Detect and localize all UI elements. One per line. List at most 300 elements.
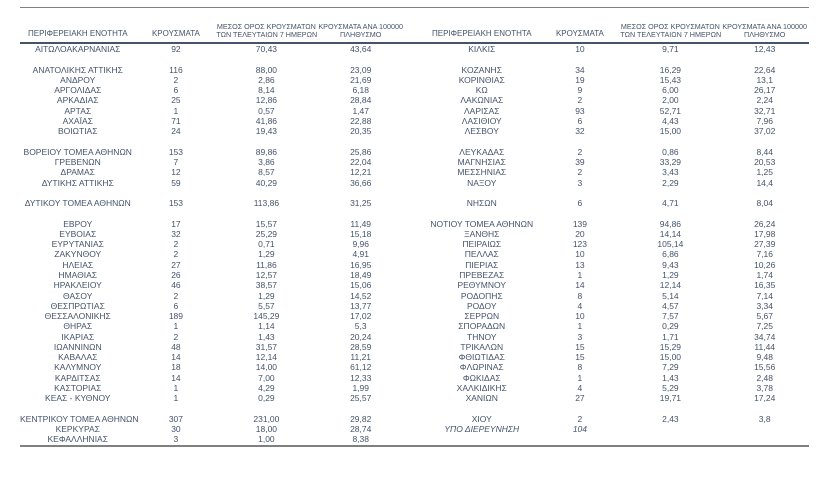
table-row-spacer	[424, 434, 809, 444]
avg7-cell: 52,71	[659, 105, 682, 116]
table-row	[20, 95, 405, 105]
region-cell: ΚΑΒΑΛΑΣ	[58, 352, 98, 363]
table-row	[20, 239, 405, 249]
table-row	[424, 229, 809, 239]
region-cell: ΛΕΣΒΟΥ	[464, 126, 499, 137]
avg7-header	[620, 8, 720, 44]
table-body	[20, 44, 405, 444]
region-cell: ΑΧΑΪΑΣ	[62, 115, 93, 126]
avg7-cell: 12,14	[659, 280, 682, 291]
region-cell: ΜΕΣΣΗΝΙΑΣ	[457, 167, 507, 178]
cases-cell	[136, 54, 217, 64]
cases-cell: 153	[168, 198, 184, 209]
table-row	[20, 75, 405, 85]
region-cell: ΖΑΚΥΝΘΟΥ	[54, 249, 102, 260]
region-cell: ΕΥΒΟΙΑΣ	[59, 228, 97, 239]
per100k-cell: 2,48	[756, 372, 773, 383]
per100k-cell: 5,67	[756, 311, 773, 322]
per100k-cell: 32,71	[754, 105, 776, 116]
table-row	[20, 260, 405, 270]
cases-cell: 71	[171, 115, 181, 126]
cases-cell	[136, 403, 217, 413]
region-cell: ΧΑΛΚΙΔΙΚΗΣ	[456, 382, 507, 393]
cases-cell: 123	[572, 239, 588, 250]
per100k-cell: 11,49	[350, 218, 372, 229]
region-cell	[424, 434, 540, 444]
cases-cell: 30	[171, 423, 181, 434]
table-row	[20, 290, 405, 300]
region-cell: ΛΑΣΙΘΙΟΥ	[461, 115, 502, 126]
region-cell: ΝΑΞΟΥ	[467, 177, 497, 188]
table-row	[424, 414, 809, 424]
region-cell: ΙΚΑΡΙΑΣ	[61, 331, 95, 342]
per100k-header-line1: ΚΡΟΥΣΜΑΤΑ ΑΝΑ 100000	[318, 21, 404, 31]
avg7-cell: 15,43	[659, 74, 682, 85]
avg7-cell	[620, 424, 720, 434]
table-header	[20, 8, 405, 44]
regional-cases-report	[20, 7, 809, 448]
per100k-cell: 8,38	[352, 434, 369, 445]
region-cell: ΝΟΤΙΟΥ ΤΟΜΕΑ ΑΘΗΝΩΝ	[430, 218, 534, 229]
region-cell: ΔΥΤΙΚΟΥ ΤΟΜΕΑ ΑΘΗΝΩΝ	[24, 198, 131, 209]
cases-cell: 2	[577, 167, 583, 178]
avg7-cell: 18,00	[255, 423, 278, 434]
table-row-spacer	[424, 403, 809, 413]
region-cell: ΚΑΡΔΙΤΣΑΣ	[54, 372, 101, 383]
table-row	[424, 260, 809, 270]
avg7-cell	[620, 188, 720, 198]
cases-cell: 15	[575, 341, 585, 352]
region-cell: ΛΑΚΩΝΙΑΣ	[460, 95, 504, 106]
avg7-cell: 1,71	[662, 331, 679, 342]
region-cell: ΞΑΝΘΗΣ	[464, 228, 500, 239]
avg7-cell: 12,57	[255, 269, 278, 280]
per100k-cell: 1,47	[352, 105, 369, 116]
table-row	[20, 280, 405, 290]
cases-cell: 1	[173, 382, 179, 393]
cases-cell	[136, 208, 217, 218]
per100k-cell: 5,3	[354, 321, 367, 332]
cases-cell: 10	[575, 311, 585, 322]
avg7-cell	[216, 54, 316, 64]
region-cell	[424, 403, 540, 413]
region-cell: ΛΑΡΙΣΑΣ	[463, 105, 500, 116]
avg7-cell: 5,57	[258, 300, 275, 311]
per100k-cell: 31,25	[350, 198, 372, 209]
per100k-cell: 18,49	[350, 269, 372, 280]
avg7-cell: 4,29	[258, 382, 275, 393]
cases-cell: 1	[577, 372, 583, 383]
cases-cell	[136, 136, 217, 146]
per100k-cell: 28,59	[350, 341, 372, 352]
cases-cell: 39	[575, 157, 585, 168]
per100k-cell: 20,53	[754, 157, 776, 168]
region-cell: ΚΕΡΚΥΡΑΣ	[55, 423, 100, 434]
table-row	[424, 116, 809, 126]
cases-cell: 6	[173, 300, 179, 311]
cases-cell: 25	[171, 95, 181, 106]
region-cell: ΚΕΑΣ - ΚΥΘΝΟΥ	[45, 393, 111, 404]
table-row	[20, 393, 405, 403]
table-row	[20, 321, 405, 331]
region-header	[424, 8, 540, 44]
cases-cell: 2	[173, 74, 179, 85]
cases-cell: 27	[575, 393, 585, 404]
avg7-cell: 15,00	[659, 126, 682, 137]
per100k-cell: 43,64	[350, 44, 372, 55]
table-row	[424, 85, 809, 95]
region-cell: ΠΕΛΛΑΣ	[464, 249, 499, 260]
region-cell: ΚΩ	[475, 85, 488, 96]
cases-cell: 48	[171, 341, 181, 352]
table-row	[424, 311, 809, 321]
avg7-cell: 6,00	[662, 85, 679, 96]
region-cell: ΜΑΓΝΗΣΙΑΣ	[457, 157, 506, 168]
region-cell: ΦΛΩΡΙΝΑΣ	[459, 362, 504, 373]
per100k-cell	[720, 54, 809, 64]
region-header-label: ΠΕΡΙΦΕΡΕΙΑΚΗ ΕΝΟΤΗΤΑ	[27, 29, 128, 39]
bottom-rule	[20, 445, 809, 447]
avg7-cell: 31,57	[255, 341, 278, 352]
table-row	[20, 85, 405, 95]
cases-cell: 2	[173, 290, 179, 301]
region-cell	[20, 136, 136, 146]
per100k-cell	[720, 424, 809, 434]
per100k-cell: 14,52	[350, 290, 372, 301]
cases-cell: 6	[577, 198, 583, 209]
region-cell: ΘΕΣΠΡΩΤΙΑΣ	[50, 300, 105, 311]
cases-header	[136, 8, 217, 44]
avg7-cell: 94,86	[659, 218, 682, 229]
cases-cell: 14	[171, 352, 181, 363]
table-row	[20, 167, 405, 177]
per100k-cell: 15,18	[350, 228, 372, 239]
avg7-cell: 15,00	[659, 352, 682, 363]
cases-table-right	[424, 8, 809, 444]
region-cell: ΑΡΚΑΔΙΑΣ	[56, 95, 99, 106]
avg7-cell: 19,71	[659, 393, 682, 404]
avg7-cell	[216, 188, 316, 198]
avg7-cell: 6,86	[662, 249, 679, 260]
table-row	[20, 434, 405, 444]
per100k-cell	[316, 208, 405, 218]
table-row	[20, 219, 405, 229]
table-row-spacer	[20, 54, 405, 64]
cases-cell: 2	[173, 239, 179, 250]
region-cell: ΓΡΕΒΕΝΩΝ	[54, 157, 101, 168]
avg7-cell	[216, 208, 316, 218]
table-row-spacer	[424, 54, 809, 64]
cases-cell: 4	[577, 300, 583, 311]
cases-cell: 2	[577, 95, 583, 106]
cases-cell: 104	[572, 423, 588, 434]
cases-cell: 34	[575, 64, 585, 75]
per100k-cell: 28,74	[350, 423, 372, 434]
per100k-cell: 21,69	[350, 74, 372, 85]
region-cell: ΑΡΓΟΛΙΔΑΣ	[54, 85, 102, 96]
avg7-cell: 7,29	[662, 362, 679, 373]
avg7-cell: 5,14	[662, 290, 679, 301]
avg7-cell: 231,00	[253, 413, 280, 424]
region-cell	[424, 136, 540, 146]
region-cell: ΡΟΔΟΠΗΣ	[460, 290, 503, 301]
avg7-cell: 89,86	[255, 146, 278, 157]
table-row-spacer	[20, 403, 405, 413]
per100k-cell: 8,44	[756, 146, 773, 157]
avg7-cell: 8,57	[258, 167, 275, 178]
table-row	[20, 301, 405, 311]
table-row	[20, 373, 405, 383]
avg7-cell: 33,29	[659, 157, 682, 168]
per100k-cell	[720, 403, 809, 413]
table-row	[20, 147, 405, 157]
avg7-cell: 113,86	[253, 198, 280, 209]
region-cell: ΗΜΑΘΙΑΣ	[58, 269, 98, 280]
cases-cell	[540, 188, 621, 198]
per100k-cell: 1,25	[756, 167, 773, 178]
per100k-header	[316, 8, 405, 44]
region-cell	[20, 403, 136, 413]
cases-cell: 4	[577, 382, 583, 393]
avg7-cell: 9,71	[662, 44, 679, 55]
cases-cell: 8	[577, 362, 583, 373]
cases-cell: 19	[575, 74, 585, 85]
table-row	[20, 177, 405, 187]
per100k-cell: 14,4	[756, 177, 773, 188]
region-cell: ΚΑΛΥΜΝΟΥ	[54, 362, 102, 373]
avg7-cell	[620, 54, 720, 64]
table-row	[20, 342, 405, 352]
avg7-cell: 38,57	[255, 280, 278, 291]
cases-cell	[540, 403, 621, 413]
per100k-cell: 16,95	[350, 259, 372, 270]
cases-cell: 59	[171, 177, 181, 188]
region-cell	[20, 188, 136, 198]
cases-cell: 13	[575, 259, 585, 270]
region-cell	[424, 208, 540, 218]
table-row	[424, 352, 809, 362]
region-cell	[20, 208, 136, 218]
cases-table-left	[20, 8, 405, 444]
per100k-cell: 2,24	[756, 95, 773, 106]
per100k-cell: 29,82	[350, 413, 372, 424]
cases-cell: 1	[577, 321, 583, 332]
avg7-cell	[620, 434, 720, 444]
table-row	[424, 393, 809, 403]
avg7-cell	[620, 208, 720, 218]
per100k-cell: 17,24	[754, 393, 776, 404]
table-row	[20, 65, 405, 75]
per100k-cell: 12,33	[350, 372, 372, 383]
per100k-cell: 22,64	[754, 64, 776, 75]
cases-cell: 12	[171, 167, 181, 178]
avg7-header-line2: ΤΩΝ ΤΕΛΕΥΤΑΙΩΝ 7 ΗΜΕΡΩΝ	[620, 29, 722, 39]
cases-cell: 10	[575, 249, 585, 260]
avg7-cell: 3,43	[662, 167, 679, 178]
table-row	[20, 270, 405, 280]
tables-row	[20, 8, 809, 444]
region-cell: ΘΗΡΑΣ	[63, 321, 93, 332]
per100k-cell: 10,26	[754, 259, 776, 270]
avg7-cell	[620, 403, 720, 413]
per100k-cell: 26,24	[754, 218, 776, 229]
avg7-cell: 12,86	[255, 95, 278, 106]
region-cell: ΛΕΥΚΑΔΑΣ	[459, 146, 505, 157]
region-cell: ΠΕΙΡΑΙΩΣ	[462, 239, 502, 250]
region-cell: ΗΡΑΚΛΕΙΟΥ	[53, 280, 102, 291]
region-cell: ΚΑΣΤΟΡΙΑΣ	[54, 382, 102, 393]
per100k-cell: 36,66	[350, 177, 372, 188]
table-row	[424, 301, 809, 311]
per100k-cell: 22,88	[350, 115, 372, 126]
per100k-header	[720, 8, 809, 44]
region-cell: ΒΟΙΩΤΙΑΣ	[58, 126, 98, 137]
cases-cell: 46	[171, 280, 181, 291]
per100k-cell: 3,78	[756, 382, 773, 393]
avg7-cell: 7,57	[662, 311, 679, 322]
avg7-cell: 4,43	[662, 115, 679, 126]
region-cell: ΕΒΡΟΥ	[63, 218, 93, 229]
avg7-cell: 4,57	[662, 300, 679, 311]
per100k-cell: 3,8	[758, 413, 771, 424]
per100k-header-line2: ΠΛΗΘΥΣΜΟ	[744, 29, 786, 39]
region-cell: ΠΙΕΡΙΑΣ	[465, 259, 499, 270]
table-row-spacer	[20, 188, 405, 198]
per100k-cell	[316, 188, 405, 198]
region-cell: ΤΗΝΟΥ	[467, 331, 497, 342]
region-cell: ΚΟΡΙΝΘΙΑΣ	[458, 74, 505, 85]
cases-cell: 3	[173, 434, 179, 445]
region-cell: ΗΛΕΙΑΣ	[62, 259, 94, 270]
region-header-label: ΠΕΡΙΦΕΡΕΙΑΚΗ ΕΝΟΤΗΤΑ	[431, 29, 532, 39]
per100k-cell	[720, 188, 809, 198]
table-row	[424, 75, 809, 85]
avg7-cell: 3,86	[258, 157, 275, 168]
region-cell: ΘΕΣΣΑΛΟΝΙΚΗΣ	[44, 311, 111, 322]
table-row	[20, 311, 405, 321]
cases-cell: 2	[173, 249, 179, 260]
region-cell: ΡΟΔΟΥ	[466, 300, 497, 311]
cases-cell: 2	[173, 331, 179, 342]
region-cell: ΝΗΣΩΝ	[466, 198, 497, 209]
per100k-cell: 37,02	[754, 126, 776, 137]
per100k-cell: 13,77	[350, 300, 372, 311]
table-row	[20, 126, 405, 136]
region-cell	[20, 54, 136, 64]
cases-cell: 15	[575, 352, 585, 363]
avg7-cell: 145,29	[253, 311, 280, 322]
header-rule	[20, 42, 809, 44]
avg7-cell: 2,43	[662, 413, 679, 424]
table-row	[424, 157, 809, 167]
avg7-cell: 15,57	[255, 218, 278, 229]
per100k-cell: 3,34	[756, 300, 773, 311]
avg7-cell: 1,43	[662, 372, 679, 383]
per100k-cell: 8,04	[756, 198, 773, 209]
cases-cell	[540, 136, 621, 146]
cases-cell	[136, 188, 217, 198]
avg7-cell: 2,29	[662, 177, 679, 188]
per100k-cell: 17,98	[754, 228, 776, 239]
table-row-spacer	[20, 136, 405, 146]
cases-cell: 1	[577, 269, 583, 280]
avg7-header-line2: ΤΩΝ ΤΕΛΕΥΤΑΙΩΝ 7 ΗΜΕΡΩΝ	[216, 29, 318, 39]
table-row-spacer	[424, 188, 809, 198]
avg7-header-line1: ΜΕΣΟΣ ΟΡΟΣ ΚΡΟΥΣΜΑΤΩΝ	[216, 21, 316, 31]
header-row	[424, 8, 809, 44]
table-row	[424, 383, 809, 393]
cases-cell: 20	[575, 228, 585, 239]
avg7-header-line1: ΜΕΣΟΣ ΟΡΟΣ ΚΡΟΥΣΜΑΤΩΝ	[620, 21, 720, 31]
avg7-cell: 7,00	[258, 372, 275, 383]
per100k-header-line2: ΠΛΗΘΥΣΜΟ	[340, 29, 382, 39]
table-row	[424, 219, 809, 229]
cases-cell: 2	[577, 146, 583, 157]
region-cell: ΦΩΚΙΔΑΣ	[462, 372, 501, 383]
avg7-cell: 70,43	[255, 44, 278, 55]
per100k-cell: 12,21	[350, 167, 372, 178]
per100k-cell: 7,96	[756, 115, 773, 126]
table-row	[20, 414, 405, 424]
per100k-header-line1: ΚΡΟΥΣΜΑΤΑ ΑΝΑ 100000	[722, 21, 808, 31]
region-cell	[424, 188, 540, 198]
table-row	[20, 198, 405, 208]
region-cell: ΥΠΟ ΔΙΕΡΕΥΝΗΣΗ	[444, 423, 520, 434]
cases-header-label: ΚΡΟΥΣΜΑΤΑ	[151, 29, 200, 39]
per100k-cell: 11,44	[754, 341, 776, 352]
region-cell: ΒΟΡΕΙΟΥ ΤΟΜΕΑ ΑΘΗΝΩΝ	[23, 146, 132, 157]
region-cell: ΡΕΘΥΜΝΟΥ	[457, 280, 507, 291]
cases-cell: 3	[577, 331, 583, 342]
avg7-cell: 0,57	[258, 105, 275, 116]
table-row	[424, 373, 809, 383]
table-row	[424, 65, 809, 75]
cases-cell: 139	[572, 218, 588, 229]
per100k-cell: 17,02	[350, 311, 372, 322]
per100k-cell	[316, 136, 405, 146]
table-row-spacer	[20, 208, 405, 218]
avg7-cell: 0,86	[662, 146, 679, 157]
region-cell: ΑΡΤΑΣ	[64, 105, 92, 116]
per100k-cell	[720, 434, 809, 444]
per100k-cell: 9,96	[352, 239, 369, 250]
region-cell: ΧΙΟΥ	[471, 413, 492, 424]
region-cell: ΕΥΡΥΤΑΝΙΑΣ	[51, 239, 104, 250]
table-row	[424, 239, 809, 249]
avg7-cell: 11,86	[256, 259, 277, 270]
avg7-cell: 40,29	[255, 177, 278, 188]
table-row	[424, 198, 809, 208]
table-row	[424, 95, 809, 105]
table-row	[20, 44, 405, 54]
cases-cell: 26	[171, 269, 181, 280]
per100k-cell: 11,21	[350, 352, 372, 363]
per100k-cell: 1,74	[756, 269, 773, 280]
avg7-cell: 12,14	[255, 352, 278, 363]
table-row	[424, 424, 809, 434]
avg7-cell	[216, 403, 316, 413]
region-cell	[424, 54, 540, 64]
table-row	[20, 424, 405, 434]
per100k-cell: 23,09	[350, 64, 372, 75]
cases-cell: 153	[168, 146, 184, 157]
avg7-cell: 1,29	[662, 269, 679, 280]
avg7-cell: 1,43	[258, 331, 275, 342]
cases-cell: 1	[173, 321, 179, 332]
cases-cell: 92	[171, 44, 181, 55]
per100k-cell: 16,35	[754, 280, 776, 291]
cases-cell: 17	[171, 218, 181, 229]
